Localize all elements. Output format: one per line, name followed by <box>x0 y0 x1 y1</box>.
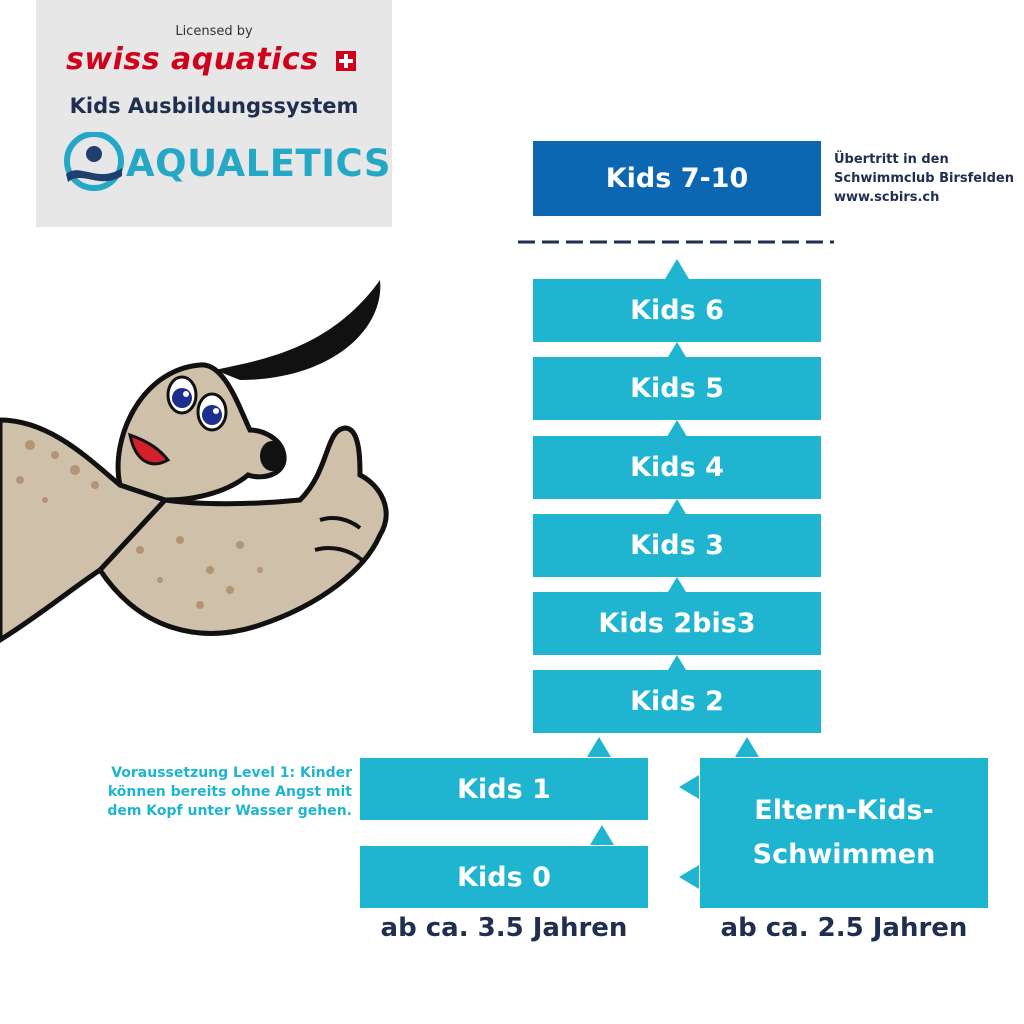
transfer-note-line-3: www.scbirs.ch <box>834 190 940 205</box>
transfer-note-line-2: Schwimmclub Birsfelden <box>834 171 1014 186</box>
age-eltern-start: ab ca. 2.5 Jahren <box>720 913 968 943</box>
program-name: AQUALETICS <box>126 142 391 185</box>
requirement-note-line-3: dem Kopf unter Wasser gehen. <box>107 803 352 819</box>
requirement-note-line-2: können bereits ohne Angst mit <box>107 784 352 800</box>
level-kids-7-10: Kids 7-10 <box>533 141 821 216</box>
eltern-label-line-1: Eltern-Kids- <box>754 795 934 826</box>
level-kids-2bis3: Kids 2bis3 <box>533 592 821 655</box>
logo-panel <box>36 0 392 227</box>
requirement-note-line-1: Voraussetzung Level 1: Kinder <box>111 765 352 781</box>
swiss-flag-icon <box>336 51 356 71</box>
level-kids-5: Kids 5 <box>533 357 821 420</box>
transfer-note-line-1: Übertritt in den <box>834 152 949 167</box>
licensed-by-text: Licensed by <box>175 24 253 39</box>
level-kids-1: Kids 1 <box>360 758 648 820</box>
system-title: Kids Ausbildungssystem <box>69 94 359 118</box>
swimmer-logo-icon <box>64 132 124 194</box>
level-eltern-kids-schwimmen <box>700 758 988 908</box>
swiss-aquatics-logo <box>66 42 366 82</box>
requirement-note <box>62 764 352 821</box>
arrow-left-icon <box>679 775 699 799</box>
arrow-left-icon <box>679 865 699 889</box>
dashed-divider <box>518 240 834 244</box>
arrow-up-icon <box>735 737 759 757</box>
eltern-label-line-2: Schwimmen <box>752 839 936 870</box>
level-kids-0: Kids 0 <box>360 846 648 908</box>
arrow-up-icon <box>590 825 614 845</box>
age-kids-start: ab ca. 3.5 Jahren <box>380 913 628 943</box>
arrow-up-icon <box>665 259 689 279</box>
transfer-note <box>834 150 1024 207</box>
arrow-up-icon <box>587 737 611 757</box>
level-kids-6: Kids 6 <box>533 279 821 342</box>
brand-name: swiss aquatics <box>66 42 319 77</box>
level-kids-3: Kids 3 <box>533 514 821 577</box>
seal-mascot-illustration <box>0 270 400 650</box>
aqualetics-logo <box>64 132 391 196</box>
level-kids-4: Kids 4 <box>533 436 821 499</box>
level-kids-2: Kids 2 <box>533 670 821 733</box>
